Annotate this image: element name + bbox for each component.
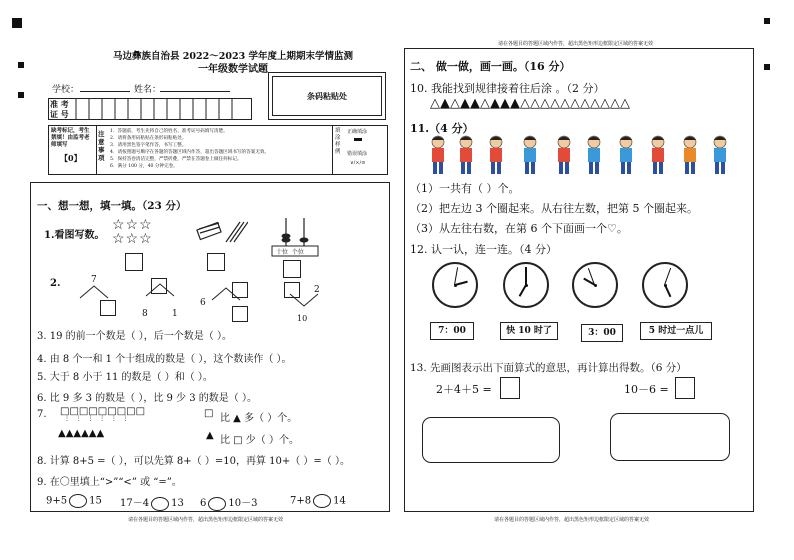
notice-list bbox=[110, 128, 330, 170]
barcode-area bbox=[268, 72, 386, 120]
clock-face[interactable] bbox=[432, 262, 478, 308]
q11-c: （3）从左往右数，在第 6 个下面画一个♡。 bbox=[410, 222, 628, 235]
time-label[interactable]: 5 时过一点儿 bbox=[640, 322, 712, 340]
left-section-title: 一、想一想，填一填。（23 分） bbox=[37, 200, 187, 212]
q7-line2: 比 □ 少（ ）个。 bbox=[220, 435, 299, 446]
q13-text: 13. 先画图表示出下面算式的意思，再计算出得数。（6 分） bbox=[410, 362, 687, 374]
q13-equation-1: 2＋4＋5 = bbox=[436, 383, 492, 396]
compare-circle[interactable] bbox=[151, 497, 169, 511]
answer-box[interactable] bbox=[284, 282, 300, 298]
absent-text: 缺考标记，考生禁填！由监考老师填写 bbox=[51, 128, 90, 148]
notice-item: 6．满分 100 分，40 分钟完卷。 bbox=[110, 164, 178, 169]
q11-label: 11.（4 分） bbox=[410, 122, 474, 135]
q13-equation-2: 10－6 = bbox=[624, 383, 669, 396]
registration-mark bbox=[12, 18, 22, 28]
answer-box[interactable] bbox=[100, 300, 116, 316]
answer-box[interactable] bbox=[232, 282, 248, 298]
name-label: 姓名： bbox=[134, 85, 162, 95]
drawing-area[interactable] bbox=[422, 417, 560, 463]
sticks-picture bbox=[196, 218, 248, 246]
q6-text: 6. 比 9 多 3 的数是（ ），比 9 少 3 的数是（ ）。 bbox=[37, 393, 257, 404]
q10-text: 10. 我能找到规律接着往后涂 。（2 分） bbox=[410, 82, 605, 95]
q12-text: 12. 认一认，连一连。（4 分） bbox=[410, 243, 557, 256]
q7-square-symbol: □ bbox=[204, 408, 214, 419]
absent-mark: 【0】 bbox=[60, 153, 82, 163]
q7-triangle-symbol: ▲ bbox=[206, 430, 214, 441]
answer-box[interactable] bbox=[500, 377, 520, 399]
q5-text: 5. 大于 8 小于 11 的数是（ ）和（ ）。 bbox=[37, 372, 213, 383]
time-label[interactable]: 快 10 时了 bbox=[500, 322, 558, 340]
time-label[interactable]: 3：00 bbox=[581, 324, 623, 342]
right-section-title: 二、 做一做，画一画。（16 分） bbox=[410, 60, 571, 73]
q4-text: 4. 由 8 个一和 1 个十组成的数是（ ），这个数读作（ ）。 bbox=[37, 354, 292, 365]
tree-number: 7 bbox=[91, 275, 97, 285]
clock-face[interactable] bbox=[642, 262, 688, 308]
registration-mark bbox=[764, 64, 770, 70]
compare-item: 9+5 15 bbox=[46, 495, 102, 507]
notice-item: 2．请将条形码粘贴在条形码粘贴处。 bbox=[110, 136, 187, 141]
q2-label: 2. bbox=[50, 278, 61, 289]
q9-text: 9. 在〇里填上“>”“<” 或 “=”。 bbox=[37, 477, 182, 488]
q7-squares: □□□□□□□□□ bbox=[60, 406, 146, 417]
notice-label: 注意事项 bbox=[98, 130, 105, 162]
compare-item: 6 10－3 bbox=[200, 498, 258, 509]
clock-hour-hand bbox=[455, 281, 468, 286]
registration-mark bbox=[18, 92, 24, 98]
answer-box[interactable] bbox=[207, 253, 225, 271]
clock-face[interactable] bbox=[572, 262, 618, 308]
notice-divider bbox=[96, 125, 97, 175]
registration-mark bbox=[764, 18, 770, 24]
q11-a: （1）一共有（ ）个。 bbox=[410, 182, 520, 195]
q11-b: （2）把左边 3 个圈起来。从右往左数，把第 5 个圈起来。 bbox=[410, 202, 698, 215]
tree-number: 2 bbox=[314, 285, 320, 295]
notice-item: 3．请用黑色签字笔作答，书写工整。 bbox=[110, 143, 187, 148]
fill-wrong-label: 错误填涂 bbox=[347, 151, 368, 157]
q1-label: 1.看图写数。 bbox=[44, 230, 105, 241]
q7-label: 7. bbox=[37, 409, 47, 420]
abacus-place-labels: 十位 个位 bbox=[276, 249, 304, 256]
q7-line1: 比 ▲ 多（ ）个。 bbox=[220, 413, 298, 424]
answer-box[interactable] bbox=[125, 253, 143, 271]
answer-box[interactable] bbox=[232, 306, 248, 322]
fill-example-label: 填涂样例 bbox=[335, 128, 341, 155]
notice-item: 4．请按照题号顺序在各题的答题区域内作答，超出答题区域书写的答案无效。 bbox=[110, 150, 270, 155]
q3-text: 3. 19 的前一个数是（ ），后一个数是（ ）。 bbox=[37, 331, 232, 342]
exam-number-cells bbox=[48, 98, 252, 120]
drawing-area[interactable] bbox=[610, 413, 730, 461]
q10-triangles[interactable]: △▲△▲▲△▲▲▲△△△△△△△△△△△ bbox=[430, 96, 630, 111]
clock-face[interactable] bbox=[503, 262, 549, 308]
compare-item: 17－4 13 bbox=[120, 498, 184, 509]
q7-triangles: ▲▲▲▲▲▲ bbox=[58, 428, 105, 439]
q7-dots: ⋮ ⋮ ⋮ ⋮ ⋮ ⋮ bbox=[64, 415, 129, 422]
right-header-note: 请在各题目的答题区域内作答，超出黑色矩形边框限定区域的答案无效 bbox=[498, 41, 654, 47]
compare-circle[interactable] bbox=[208, 497, 226, 511]
name-field[interactable] bbox=[160, 91, 230, 92]
kids-picture bbox=[426, 134, 746, 178]
answer-box[interactable] bbox=[675, 377, 695, 399]
tree-number: 6 bbox=[200, 298, 206, 308]
tree-number: 1 bbox=[172, 309, 178, 319]
compare-circle[interactable] bbox=[313, 494, 331, 508]
exam-subtitle: 一年级数学试题 bbox=[198, 64, 268, 75]
time-label[interactable]: 7：00 bbox=[430, 322, 474, 340]
tree-number: 10 bbox=[297, 314, 308, 323]
left-footer: 请在各题目的答题区域内作答，超出黑色矩形边框限定区域的答案无效 bbox=[128, 517, 284, 523]
clock-minute-hand bbox=[664, 268, 671, 285]
clock-minute-hand bbox=[525, 267, 526, 285]
notice-item: 5．保持答卷清洁完整，严禁折叠，严禁在答题卷上做任何标记。 bbox=[110, 157, 242, 162]
notice-item: 1．答题前，考生先将自己的姓名、准考证号码填写清楚。 bbox=[110, 129, 228, 134]
tree-number: 8 bbox=[142, 309, 148, 319]
fill-correct-label: 正确填涂 bbox=[347, 129, 368, 135]
compare-item: 7+8 14 bbox=[290, 495, 346, 507]
fill-correct-sample bbox=[354, 138, 362, 141]
fill-divider bbox=[332, 125, 333, 175]
school-label: 学校： bbox=[52, 85, 80, 95]
answer-box[interactable] bbox=[151, 278, 167, 294]
stars-picture: ☆☆☆ ☆☆☆ bbox=[112, 217, 153, 247]
school-field[interactable] bbox=[80, 91, 130, 92]
compare-circle[interactable] bbox=[69, 494, 87, 508]
fill-wrong-sample: ∨/×/⊙ bbox=[350, 160, 366, 166]
registration-mark bbox=[18, 62, 24, 68]
q8-text: 8. 计算 8+5 =（ ），可以先算 8+（ ）=10，再算 10+（ ）=（ ）。 bbox=[37, 456, 350, 467]
right-footer: 请在各题目的答题区域内作答，超出黑色矩形边框限定区域的答案无效 bbox=[494, 517, 650, 523]
exam-title: 马边彝族自治县 2022～2023 学年度上期期末学情监测 bbox=[113, 51, 353, 62]
exam-number-label: 准 考 证 号 bbox=[50, 99, 69, 119]
barcode-label: 条码粘贴处 bbox=[307, 91, 347, 101]
